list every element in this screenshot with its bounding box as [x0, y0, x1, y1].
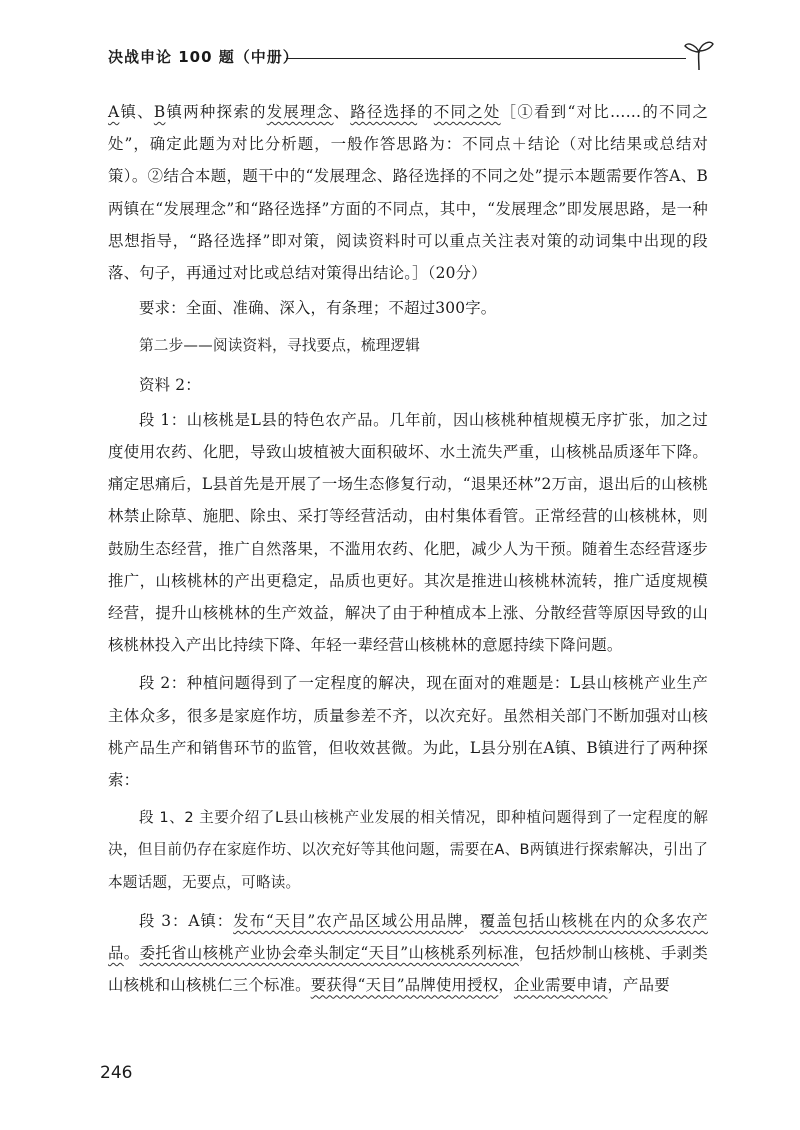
term-a: A: [108, 103, 120, 121]
key-point-application: 企业需要申请: [513, 976, 608, 995]
sprout-icon: [683, 38, 715, 72]
header-rule: [286, 58, 686, 59]
segment-1-2-note: 段 1、2 主要介绍了L县山核桃产业发展的相关情况，即种植问题得到了一定程度的解决，但目前仍存在家庭作坊、以次充好等其他问题，需要在A、B两镇进行探索解决，引出了本题话题，无要点，可略读。: [108, 809, 708, 891]
segment-2: 段 2：种植问题得到了一定程度的解决，现在面对的难题是：L县山核桃产业生产主体众多，很多是家庭作坊，质量参差不齐，以次充好。虽然相关部门不断加强对山核桃产品生产和销售环节的监管，但收效甚微。为此，L县分别在A镇、B镇进行了两种探索：: [108, 674, 708, 790]
text-run: ，产品要: [607, 976, 670, 995]
running-header: [108, 38, 718, 78]
text-run: 镇两种探索的: [165, 103, 267, 121]
question-analysis-paragraph: [108, 96, 708, 289]
key-point-brand: 发布“天目”农产品区域公用品牌: [233, 911, 464, 930]
text-run: ，: [498, 976, 514, 995]
term-differences: 不同之处: [433, 103, 501, 121]
key-point-coverage: 覆盖包括山核桃在内的众多农产品: [108, 911, 708, 963]
page-number: 246: [100, 1063, 133, 1083]
text-run: 段 3：A镇：: [139, 911, 234, 930]
segment-1: 段 1：山核桃是L县的特色农产品。几年前，因山核桃种植规模无序扩张，加之过度使用农药、化肥，导致山坡植被大面积破坏、水土流失严重，山核桃品质逐年下降。痛定思痛后，L县首先是开展了一场生态修复行动，“退果还林”2万亩，退出后的山核桃林禁止除草、施肥、除虫、采打等经营活动，由村集体看管。正常经营的山核桃林，则鼓励生态经营，推广自然落果，不滥用农药、化肥，减少人为干预。随着生态经营逐步推广，山核桃林的产出更稳定，品质也更好。其次是推进山核桃林流转，推广适度规模经营，提升山核桃林的生产效益，解决了由于种植成本上涨、分散经营等原因导致的山核桃林投入产出比持续下降、年轻一辈经营山核桃林的意愿持续下降问题。: [108, 410, 708, 655]
text-run: 、: [333, 103, 351, 121]
material-label: 资料 2：: [139, 375, 201, 394]
analysis-text: ［①看到“对比……的不同之处”，确定此题为对比分析题，一般作答思路为：不同点＋结论（对比结果或总结对策）。②结合本题，题干中的“发展理念、路径选择的不同之处”提示本题需要作答A、B两镇在“发展理念”和“路径选择”方面的不同点，其中，“发展理念”即发展思路，是一种思想指导，“路径选择”即对策，阅读资料时可以重点关注表对策的动词集中出现的段落、句子，再通过对比或总结对策得出结论。］（20分）: [108, 103, 709, 283]
term-development-concept: 发展理念: [266, 103, 334, 121]
text-run: ，: [463, 911, 480, 930]
key-point-standards: 委托省山核桃产业协会牵头制定“天目”山核桃系列标准: [139, 944, 519, 963]
page-body: [108, 96, 708, 1001]
text-run: 。: [123, 944, 140, 963]
key-point-authorization: 要获得“天目”品牌使用授权: [310, 976, 499, 995]
text-run: 镇、: [119, 103, 154, 121]
text-run: ，包括炒制山核桃、手剥类山核桃和山核桃仁三个标准。: [108, 944, 709, 995]
term-path-choice: 路径选择: [350, 103, 418, 121]
book-title: 决战申论 100 题（中册）: [108, 48, 299, 66]
text-run: 的: [417, 103, 434, 121]
term-b: B: [153, 103, 166, 121]
step-heading: 第二步——阅读资料，寻找要点，梳理逻辑: [139, 337, 421, 355]
requirement-line: 要求：全面、准确、深入，有条理；不超过300字。: [139, 299, 497, 318]
segment-3: [108, 905, 708, 1002]
